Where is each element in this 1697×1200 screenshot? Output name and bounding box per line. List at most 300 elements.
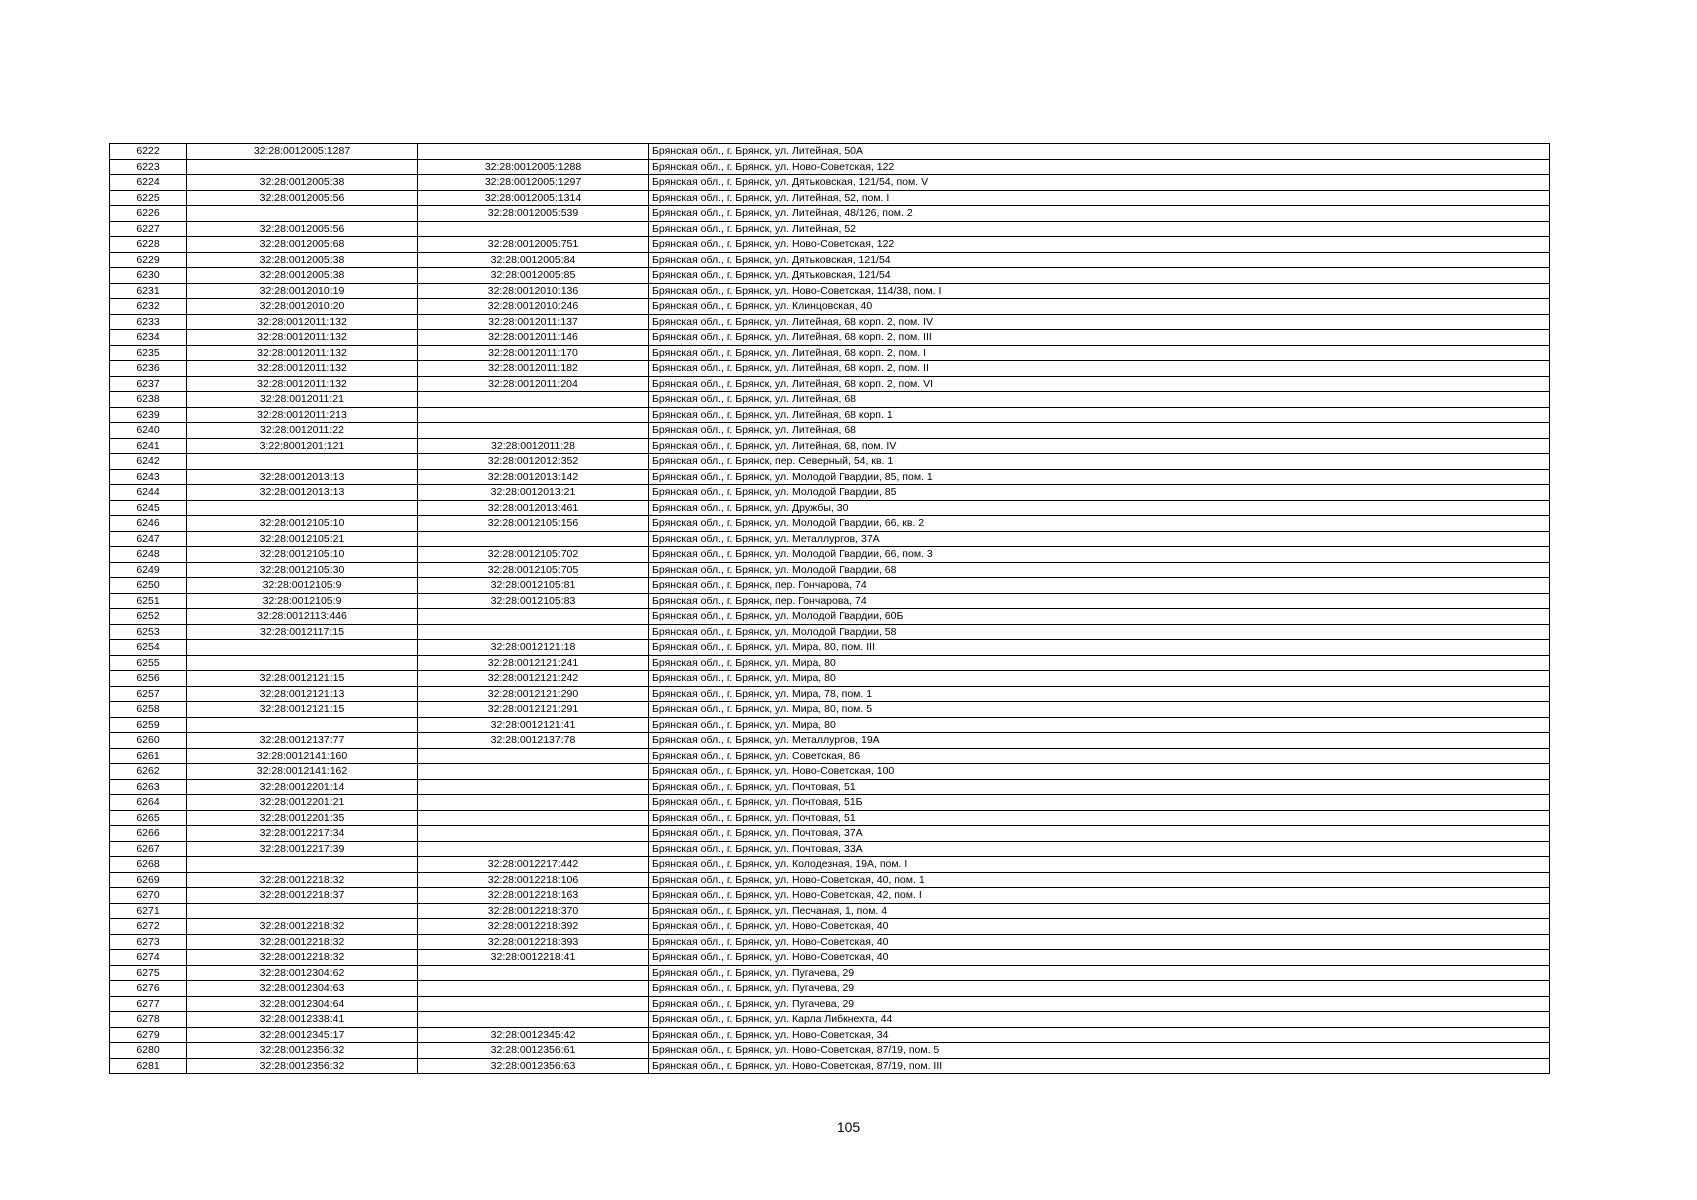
table-row bbox=[110, 733, 1550, 749]
page-number: 105 bbox=[836, 1119, 861, 1135]
address-cell: Брянская обл., г. Брянск, ул. Мира, 80, пом. 5 bbox=[649, 702, 1550, 718]
row-number-cell: 6244 bbox=[110, 485, 187, 501]
object-cadastral-number-cell: 32:28:0012005:1288 bbox=[418, 159, 649, 175]
object-cadastral-number-cell: 32:28:0012005:539 bbox=[418, 206, 649, 222]
object-cadastral-number-cell: 32:28:0012121:291 bbox=[418, 702, 649, 718]
cadastral-number-cell: 32:28:0012011:132 bbox=[187, 330, 418, 346]
object-cadastral-number-cell: 32:28:0012005:85 bbox=[418, 268, 649, 284]
cadastral-number-cell bbox=[187, 159, 418, 175]
row-number-cell: 6247 bbox=[110, 531, 187, 547]
cadastral-number-cell: 32:28:0012304:64 bbox=[187, 996, 418, 1012]
table-row bbox=[110, 314, 1550, 330]
row-number-cell: 6264 bbox=[110, 795, 187, 811]
table-row bbox=[110, 826, 1550, 842]
cadastral-number-cell: 32:28:0012011:213 bbox=[187, 407, 418, 423]
cadastral-number-cell: 32:28:0012105:9 bbox=[187, 593, 418, 609]
table-row bbox=[110, 190, 1550, 206]
row-number-cell: 6277 bbox=[110, 996, 187, 1012]
address-cell: Брянская обл., г. Брянск, ул. Литейная, 68 bbox=[649, 392, 1550, 408]
address-cell: Брянская обл., г. Брянск, ул. Литейная, 50А bbox=[649, 144, 1550, 160]
cadastral-number-cell: 32:28:0012201:14 bbox=[187, 779, 418, 795]
cadastral-number-cell: 32:28:0012005:38 bbox=[187, 252, 418, 268]
cadastral-number-cell: 32:28:0012005:38 bbox=[187, 175, 418, 191]
object-cadastral-number-cell bbox=[418, 996, 649, 1012]
row-number-cell: 6232 bbox=[110, 299, 187, 315]
object-cadastral-number-cell: 32:28:0012105:705 bbox=[418, 562, 649, 578]
cadastral-number-cell bbox=[187, 206, 418, 222]
table-row bbox=[110, 965, 1550, 981]
table-row bbox=[110, 748, 1550, 764]
address-cell: Брянская обл., г. Брянск, ул. Ново-Советская, 87/19, пом. III bbox=[649, 1058, 1550, 1074]
object-cadastral-number-cell bbox=[418, 609, 649, 625]
cadastral-number-cell: 32:28:0012117:15 bbox=[187, 624, 418, 640]
table-row bbox=[110, 810, 1550, 826]
address-cell: Брянская обл., г. Брянск, ул. Ново-Советская, 42, пом. I bbox=[649, 888, 1550, 904]
table-row bbox=[110, 934, 1550, 950]
row-number-cell: 6255 bbox=[110, 655, 187, 671]
object-cadastral-number-cell bbox=[418, 748, 649, 764]
object-cadastral-number-cell: 32:28:0012013:461 bbox=[418, 500, 649, 516]
table-row bbox=[110, 144, 1550, 160]
cadastral-number-cell: 32:28:0012010:20 bbox=[187, 299, 418, 315]
object-cadastral-number-cell: 32:28:0012217:442 bbox=[418, 857, 649, 873]
cadastral-number-cell: 32:28:0012201:35 bbox=[187, 810, 418, 826]
row-number-cell: 6271 bbox=[110, 903, 187, 919]
row-number-cell: 6223 bbox=[110, 159, 187, 175]
object-cadastral-number-cell: 32:28:0012137:78 bbox=[418, 733, 649, 749]
address-cell: Брянская обл., г. Брянск, ул. Ново-Советская, 40 bbox=[649, 934, 1550, 950]
address-cell: Брянская обл., г. Брянск, ул. Ново-Советская, 122 bbox=[649, 237, 1550, 253]
table-row bbox=[110, 671, 1550, 687]
row-number-cell: 6265 bbox=[110, 810, 187, 826]
table-row bbox=[110, 562, 1550, 578]
row-number-cell: 6226 bbox=[110, 206, 187, 222]
table-row bbox=[110, 717, 1550, 733]
cadastral-number-cell: 32:28:0012304:63 bbox=[187, 981, 418, 997]
address-cell: Брянская обл., г. Брянск, пер. Гончарова, 74 bbox=[649, 578, 1550, 594]
cadastral-number-cell: 32:28:0012304:62 bbox=[187, 965, 418, 981]
address-cell: Брянская обл., г. Брянск, ул. Литейная, 68 корп. 2, пом. IV bbox=[649, 314, 1550, 330]
object-cadastral-number-cell: 32:28:0012011:137 bbox=[418, 314, 649, 330]
object-cadastral-number-cell: 32:28:0012013:142 bbox=[418, 469, 649, 485]
cadastral-number-cell: 32:28:0012011:132 bbox=[187, 314, 418, 330]
object-cadastral-number-cell bbox=[418, 392, 649, 408]
object-cadastral-number-cell: 32:28:0012005:751 bbox=[418, 237, 649, 253]
address-cell: Брянская обл., г. Брянск, ул. Молодой Гвардии, 85 bbox=[649, 485, 1550, 501]
object-cadastral-number-cell: 32:28:0012005:1314 bbox=[418, 190, 649, 206]
cadastral-number-cell: 32:28:0012137:77 bbox=[187, 733, 418, 749]
table-row bbox=[110, 609, 1550, 625]
address-cell: Брянская обл., г. Брянск, ул. Литейная, 68 корп. 2, пом. III bbox=[649, 330, 1550, 346]
object-cadastral-number-cell: 32:28:0012356:63 bbox=[418, 1058, 649, 1074]
row-number-cell: 6238 bbox=[110, 392, 187, 408]
row-number-cell: 6267 bbox=[110, 841, 187, 857]
row-number-cell: 6257 bbox=[110, 686, 187, 702]
row-number-cell: 6249 bbox=[110, 562, 187, 578]
table-row bbox=[110, 655, 1550, 671]
cadastral-number-cell: 32:28:0012011:132 bbox=[187, 361, 418, 377]
cadastral-number-cell: 32:28:0012011:22 bbox=[187, 423, 418, 439]
table-row bbox=[110, 547, 1550, 563]
object-cadastral-number-cell: 32:28:0012121:290 bbox=[418, 686, 649, 702]
row-number-cell: 6224 bbox=[110, 175, 187, 191]
row-number-cell: 6246 bbox=[110, 516, 187, 532]
table-row bbox=[110, 283, 1550, 299]
row-number-cell: 6263 bbox=[110, 779, 187, 795]
address-cell: Брянская обл., г. Брянск, ул. Литейная, 48/126, пом. 2 bbox=[649, 206, 1550, 222]
object-cadastral-number-cell: 32:28:0012011:182 bbox=[418, 361, 649, 377]
cadastral-number-cell bbox=[187, 857, 418, 873]
cadastral-number-cell: 32:28:0012105:30 bbox=[187, 562, 418, 578]
object-cadastral-number-cell bbox=[418, 965, 649, 981]
address-cell: Брянская обл., г. Брянск, ул. Литейная, 68, пом. IV bbox=[649, 438, 1550, 454]
row-number-cell: 6240 bbox=[110, 423, 187, 439]
table-row bbox=[110, 500, 1550, 516]
cadastral-number-cell: 32:28:0012005:1287 bbox=[187, 144, 418, 160]
row-number-cell: 6243 bbox=[110, 469, 187, 485]
cadastral-number-cell bbox=[187, 454, 418, 470]
object-cadastral-number-cell: 32:28:0012105:702 bbox=[418, 547, 649, 563]
cadastral-number-cell: 32:28:0012356:32 bbox=[187, 1043, 418, 1059]
address-cell: Брянская обл., г. Брянск, ул. Пугачева, 29 bbox=[649, 981, 1550, 997]
row-number-cell: 6228 bbox=[110, 237, 187, 253]
row-number-cell: 6245 bbox=[110, 500, 187, 516]
address-cell: Брянская обл., г. Брянск, ул. Ново-Советская, 34 bbox=[649, 1027, 1550, 1043]
table-row bbox=[110, 857, 1550, 873]
object-cadastral-number-cell bbox=[418, 981, 649, 997]
cadastral-number-cell: 32:28:0012217:34 bbox=[187, 826, 418, 842]
cadastral-number-cell: 32:28:0012356:32 bbox=[187, 1058, 418, 1074]
row-number-cell: 6258 bbox=[110, 702, 187, 718]
object-cadastral-number-cell: 32:28:0012356:61 bbox=[418, 1043, 649, 1059]
row-number-cell: 6259 bbox=[110, 717, 187, 733]
address-cell: Брянская обл., г. Брянск, ул. Почтовая, 51Б bbox=[649, 795, 1550, 811]
object-cadastral-number-cell bbox=[418, 531, 649, 547]
row-number-cell: 6230 bbox=[110, 268, 187, 284]
object-cadastral-number-cell bbox=[418, 795, 649, 811]
cadastral-number-cell bbox=[187, 717, 418, 733]
cadastral-number-cell: 32:28:0012011:132 bbox=[187, 345, 418, 361]
cadastral-number-cell: 32:28:0012005:56 bbox=[187, 190, 418, 206]
row-number-cell: 6248 bbox=[110, 547, 187, 563]
table-row bbox=[110, 237, 1550, 253]
table-row bbox=[110, 330, 1550, 346]
address-cell: Брянская обл., г. Брянск, ул. Литейная, 68 корп. 2, пом. I bbox=[649, 345, 1550, 361]
cadastral-number-cell: 32:28:0012141:162 bbox=[187, 764, 418, 780]
cadastral-number-cell: 32:28:0012218:32 bbox=[187, 919, 418, 935]
address-cell: Брянская обл., г. Брянск, ул. Дружбы, 30 bbox=[649, 500, 1550, 516]
cadastral-number-cell: 32:28:0012218:32 bbox=[187, 872, 418, 888]
row-number-cell: 6235 bbox=[110, 345, 187, 361]
object-cadastral-number-cell: 32:28:0012105:156 bbox=[418, 516, 649, 532]
row-number-cell: 6268 bbox=[110, 857, 187, 873]
object-cadastral-number-cell: 32:28:0012010:246 bbox=[418, 299, 649, 315]
object-cadastral-number-cell bbox=[418, 423, 649, 439]
row-number-cell: 6253 bbox=[110, 624, 187, 640]
object-cadastral-number-cell bbox=[418, 764, 649, 780]
cadastral-number-cell: 32:28:0012218:32 bbox=[187, 950, 418, 966]
table-row bbox=[110, 841, 1550, 857]
row-number-cell: 6229 bbox=[110, 252, 187, 268]
address-cell: Брянская обл., г. Брянск, ул. Молодой Гвардии, 68 bbox=[649, 562, 1550, 578]
cadastral-number-cell: 32:28:0012011:21 bbox=[187, 392, 418, 408]
table-row bbox=[110, 624, 1550, 640]
object-cadastral-number-cell: 32:28:0012121:18 bbox=[418, 640, 649, 656]
object-cadastral-number-cell: 32:28:0012218:41 bbox=[418, 950, 649, 966]
table-row bbox=[110, 438, 1550, 454]
address-cell: Брянская обл., г. Брянск, пер. Северный, 54, кв. 1 bbox=[649, 454, 1550, 470]
address-cell: Брянская обл., г. Брянск, ул. Карла Либкнехта, 44 bbox=[649, 1012, 1550, 1028]
address-cell: Брянская обл., г. Брянск, ул. Пугачева, 29 bbox=[649, 996, 1550, 1012]
cadastral-number-cell: 32:28:0012218:32 bbox=[187, 934, 418, 950]
row-number-cell: 6222 bbox=[110, 144, 187, 160]
table-row bbox=[110, 903, 1550, 919]
table-row bbox=[110, 345, 1550, 361]
address-cell: Брянская обл., г. Брянск, ул. Молодой Гвардии, 66, пом. 3 bbox=[649, 547, 1550, 563]
row-number-cell: 6275 bbox=[110, 965, 187, 981]
cadastral-number-cell: 32:28:0012113:446 bbox=[187, 609, 418, 625]
table-row bbox=[110, 469, 1550, 485]
cadastral-number-cell: 32:28:0012013:13 bbox=[187, 485, 418, 501]
row-number-cell: 6237 bbox=[110, 376, 187, 392]
table-row bbox=[110, 206, 1550, 222]
object-cadastral-number-cell bbox=[418, 624, 649, 640]
table-row bbox=[110, 516, 1550, 532]
row-number-cell: 6250 bbox=[110, 578, 187, 594]
address-cell: Брянская обл., г. Брянск, ул. Почтовая, 51 bbox=[649, 810, 1550, 826]
address-cell: Брянская обл., г. Брянск, ул. Литейная, 68 bbox=[649, 423, 1550, 439]
table-row bbox=[110, 159, 1550, 175]
table-row bbox=[110, 919, 1550, 935]
address-cell: Брянская обл., г. Брянск, ул. Молодой Гвардии, 66, кв. 2 bbox=[649, 516, 1550, 532]
cadastral-number-cell: 32:28:0012141:160 bbox=[187, 748, 418, 764]
table-row bbox=[110, 981, 1550, 997]
table-row bbox=[110, 454, 1550, 470]
table-row bbox=[110, 252, 1550, 268]
table-row bbox=[110, 268, 1550, 284]
address-cell: Брянская обл., г. Брянск, ул. Почтовая, 51 bbox=[649, 779, 1550, 795]
row-number-cell: 6261 bbox=[110, 748, 187, 764]
row-number-cell: 6256 bbox=[110, 671, 187, 687]
table-row bbox=[110, 299, 1550, 315]
object-cadastral-number-cell: 32:28:0012005:84 bbox=[418, 252, 649, 268]
row-number-cell: 6234 bbox=[110, 330, 187, 346]
address-cell: Брянская обл., г. Брянск, ул. Мира, 78, пом. 1 bbox=[649, 686, 1550, 702]
address-cell: Брянская обл., г. Брянск, ул. Ново-Советская, 40 bbox=[649, 950, 1550, 966]
address-cell: Брянская обл., г. Брянск, ул. Мира, 80, пом. III bbox=[649, 640, 1550, 656]
cadastral-number-cell: 32:28:0012121:15 bbox=[187, 702, 418, 718]
table-row bbox=[110, 531, 1550, 547]
cadastral-number-cell: 32:28:0012005:38 bbox=[187, 268, 418, 284]
address-cell: Брянская обл., г. Брянск, ул. Клинцовская, 40 bbox=[649, 299, 1550, 315]
table-row bbox=[110, 1027, 1550, 1043]
table-row bbox=[110, 702, 1550, 718]
object-cadastral-number-cell: 32:28:0012218:370 bbox=[418, 903, 649, 919]
address-cell: Брянская обл., г. Брянск, ул. Литейная, 68 корп. 1 bbox=[649, 407, 1550, 423]
object-cadastral-number-cell bbox=[418, 1012, 649, 1028]
table-row bbox=[110, 407, 1550, 423]
row-number-cell: 6236 bbox=[110, 361, 187, 377]
object-cadastral-number-cell: 32:28:0012218:106 bbox=[418, 872, 649, 888]
row-number-cell: 6273 bbox=[110, 934, 187, 950]
object-cadastral-number-cell: 32:28:0012011:28 bbox=[418, 438, 649, 454]
address-cell: Брянская обл., г. Брянск, ул. Дятьковская, 121/54 bbox=[649, 252, 1550, 268]
table-row bbox=[110, 640, 1550, 656]
cadastral-number-cell: 32:28:0012105:9 bbox=[187, 578, 418, 594]
table-row bbox=[110, 593, 1550, 609]
address-cell: Брянская обл., г. Брянск, ул. Дятьковская, 121/54 bbox=[649, 268, 1550, 284]
cadastral-number-cell: 32:28:0012105:21 bbox=[187, 531, 418, 547]
address-cell: Брянская обл., г. Брянск, ул. Литейная, 52 bbox=[649, 221, 1550, 237]
table-row bbox=[110, 872, 1550, 888]
row-number-cell: 6252 bbox=[110, 609, 187, 625]
table-row bbox=[110, 950, 1550, 966]
cadastral-number-cell: 32:28:0012217:39 bbox=[187, 841, 418, 857]
object-cadastral-number-cell: 32:28:0012013:21 bbox=[418, 485, 649, 501]
row-number-cell: 6272 bbox=[110, 919, 187, 935]
address-cell: Брянская обл., г. Брянск, ул. Песчаная, 1, пом. 4 bbox=[649, 903, 1550, 919]
row-number-cell: 6239 bbox=[110, 407, 187, 423]
object-cadastral-number-cell: 32:28:0012010:136 bbox=[418, 283, 649, 299]
cadastral-number-cell bbox=[187, 500, 418, 516]
address-cell: Брянская обл., г. Брянск, ул. Литейная, 68 корп. 2, пом. II bbox=[649, 361, 1550, 377]
cadastral-number-cell: 32:28:0012005:68 bbox=[187, 237, 418, 253]
row-number-cell: 6262 bbox=[110, 764, 187, 780]
row-number-cell: 6233 bbox=[110, 314, 187, 330]
table-row bbox=[110, 221, 1550, 237]
object-cadastral-number-cell: 32:28:0012121:41 bbox=[418, 717, 649, 733]
table-row bbox=[110, 795, 1550, 811]
object-cadastral-number-cell: 32:28:0012218:393 bbox=[418, 934, 649, 950]
row-number-cell: 6278 bbox=[110, 1012, 187, 1028]
cadastral-number-cell: 32:28:0012011:132 bbox=[187, 376, 418, 392]
object-cadastral-number-cell bbox=[418, 841, 649, 857]
address-cell: Брянская обл., г. Брянск, ул. Почтовая, 33А bbox=[649, 841, 1550, 857]
address-cell: Брянская обл., г. Брянск, ул. Дятьковская, 121/54, пом. V bbox=[649, 175, 1550, 191]
row-number-cell: 6281 bbox=[110, 1058, 187, 1074]
address-cell: Брянская обл., г. Брянск, ул. Металлургов, 37А bbox=[649, 531, 1550, 547]
row-number-cell: 6276 bbox=[110, 981, 187, 997]
table-row bbox=[110, 392, 1550, 408]
object-cadastral-number-cell: 32:28:0012105:83 bbox=[418, 593, 649, 609]
table-row bbox=[110, 423, 1550, 439]
address-cell: Брянская обл., г. Брянск, ул. Молодой Гвардии, 60Б bbox=[649, 609, 1550, 625]
cadastral-number-cell: 32:28:0012121:13 bbox=[187, 686, 418, 702]
object-cadastral-number-cell bbox=[418, 826, 649, 842]
address-cell: Брянская обл., г. Брянск, ул. Ново-Советская, 40, пом. 1 bbox=[649, 872, 1550, 888]
object-cadastral-number-cell bbox=[418, 221, 649, 237]
cadastral-number-cell bbox=[187, 655, 418, 671]
row-number-cell: 6254 bbox=[110, 640, 187, 656]
row-number-cell: 6269 bbox=[110, 872, 187, 888]
address-cell: Брянская обл., г. Брянск, ул. Колодезная, 19А, пом. I bbox=[649, 857, 1550, 873]
table-row bbox=[110, 376, 1550, 392]
row-number-cell: 6270 bbox=[110, 888, 187, 904]
object-cadastral-number-cell: 32:28:0012011:170 bbox=[418, 345, 649, 361]
table-row bbox=[110, 996, 1550, 1012]
address-cell: Брянская обл., г. Брянск, ул. Молодой Гвардии, 58 bbox=[649, 624, 1550, 640]
row-number-cell: 6280 bbox=[110, 1043, 187, 1059]
address-cell: Брянская обл., г. Брянск, ул. Мира, 80 bbox=[649, 717, 1550, 733]
object-cadastral-number-cell bbox=[418, 407, 649, 423]
cadastral-number-cell: 32:28:0012218:37 bbox=[187, 888, 418, 904]
table-row bbox=[110, 1043, 1550, 1059]
table-row bbox=[110, 485, 1550, 501]
address-cell: Брянская обл., г. Брянск, ул. Пугачева, 29 bbox=[649, 965, 1550, 981]
address-cell: Брянская обл., г. Брянск, ул. Ново-Советская, 122 bbox=[649, 159, 1550, 175]
table-row bbox=[110, 764, 1550, 780]
cadastral-number-cell: 32:28:0012105:10 bbox=[187, 547, 418, 563]
object-cadastral-number-cell: 32:28:0012121:241 bbox=[418, 655, 649, 671]
table-row bbox=[110, 686, 1550, 702]
table-row bbox=[110, 361, 1550, 377]
row-number-cell: 6279 bbox=[110, 1027, 187, 1043]
object-cadastral-number-cell: 32:28:0012218:163 bbox=[418, 888, 649, 904]
address-cell: Брянская обл., г. Брянск, ул. Мира, 80 bbox=[649, 671, 1550, 687]
address-cell: Брянская обл., г. Брянск, ул. Ново-Советская, 100 bbox=[649, 764, 1550, 780]
cadastral-number-cell bbox=[187, 640, 418, 656]
address-cell: Брянская обл., г. Брянск, ул. Молодой Гвардии, 85, пом. 1 bbox=[649, 469, 1550, 485]
row-number-cell: 6251 bbox=[110, 593, 187, 609]
address-cell: Брянская обл., г. Брянск, ул. Литейная, 68 корп. 2, пом. VI bbox=[649, 376, 1550, 392]
object-cadastral-number-cell: 32:28:0012011:204 bbox=[418, 376, 649, 392]
object-cadastral-number-cell: 32:28:0012012:352 bbox=[418, 454, 649, 470]
cadastral-number-cell: 32:28:0012105:10 bbox=[187, 516, 418, 532]
object-cadastral-number-cell: 32:28:0012011:146 bbox=[418, 330, 649, 346]
cadastral-number-cell: 3:22:8001201:121 bbox=[187, 438, 418, 454]
address-cell: Брянская обл., г. Брянск, ул. Литейная, 52, пом. I bbox=[649, 190, 1550, 206]
row-number-cell: 6274 bbox=[110, 950, 187, 966]
address-cell: Брянская обл., г. Брянск, ул. Ново-Советская, 114/38, пом. I bbox=[649, 283, 1550, 299]
address-cell: Брянская обл., г. Брянск, пер. Гончарова, 74 bbox=[649, 593, 1550, 609]
cadastral-number-cell: 32:28:0012013:13 bbox=[187, 469, 418, 485]
object-cadastral-number-cell bbox=[418, 779, 649, 795]
object-cadastral-number-cell: 32:28:0012345:42 bbox=[418, 1027, 649, 1043]
object-cadastral-number-cell bbox=[418, 810, 649, 826]
row-number-cell: 6225 bbox=[110, 190, 187, 206]
object-cadastral-number-cell: 32:28:0012005:1297 bbox=[418, 175, 649, 191]
object-cadastral-number-cell: 32:28:0012105:81 bbox=[418, 578, 649, 594]
cadastral-number-cell: 32:28:0012005:56 bbox=[187, 221, 418, 237]
object-cadastral-number-cell bbox=[418, 144, 649, 160]
table-row bbox=[110, 578, 1550, 594]
table-row bbox=[110, 888, 1550, 904]
row-number-cell: 6241 bbox=[110, 438, 187, 454]
cadastral-number-cell: 32:28:0012201:21 bbox=[187, 795, 418, 811]
row-number-cell: 6266 bbox=[110, 826, 187, 842]
cadastral-number-cell bbox=[187, 903, 418, 919]
cadastral-number-cell: 32:28:0012010:19 bbox=[187, 283, 418, 299]
address-cell: Брянская обл., г. Брянск, ул. Почтовая, 37А bbox=[649, 826, 1550, 842]
object-cadastral-number-cell: 32:28:0012121:242 bbox=[418, 671, 649, 687]
address-cell: Брянская обл., г. Брянск, ул. Советская, 86 bbox=[649, 748, 1550, 764]
cadastral-number-cell: 32:28:0012338:41 bbox=[187, 1012, 418, 1028]
address-cell: Брянская обл., г. Брянск, ул. Ново-Советская, 87/19, пом. 5 bbox=[649, 1043, 1550, 1059]
table-row bbox=[110, 1058, 1550, 1074]
cadastral-number-cell: 32:28:0012121:15 bbox=[187, 671, 418, 687]
address-cell: Брянская обл., г. Брянск, ул. Мира, 80 bbox=[649, 655, 1550, 671]
registry-table-body bbox=[110, 144, 1550, 1074]
row-number-cell: 6242 bbox=[110, 454, 187, 470]
cadastral-number-cell: 32:28:0012345:17 bbox=[187, 1027, 418, 1043]
table-row bbox=[110, 779, 1550, 795]
object-cadastral-number-cell: 32:28:0012218:392 bbox=[418, 919, 649, 935]
row-number-cell: 6231 bbox=[110, 283, 187, 299]
address-cell: Брянская обл., г. Брянск, ул. Металлургов, 19А bbox=[649, 733, 1550, 749]
address-cell: Брянская обл., г. Брянск, ул. Ново-Советская, 40 bbox=[649, 919, 1550, 935]
row-number-cell: 6227 bbox=[110, 221, 187, 237]
row-number-cell: 6260 bbox=[110, 733, 187, 749]
